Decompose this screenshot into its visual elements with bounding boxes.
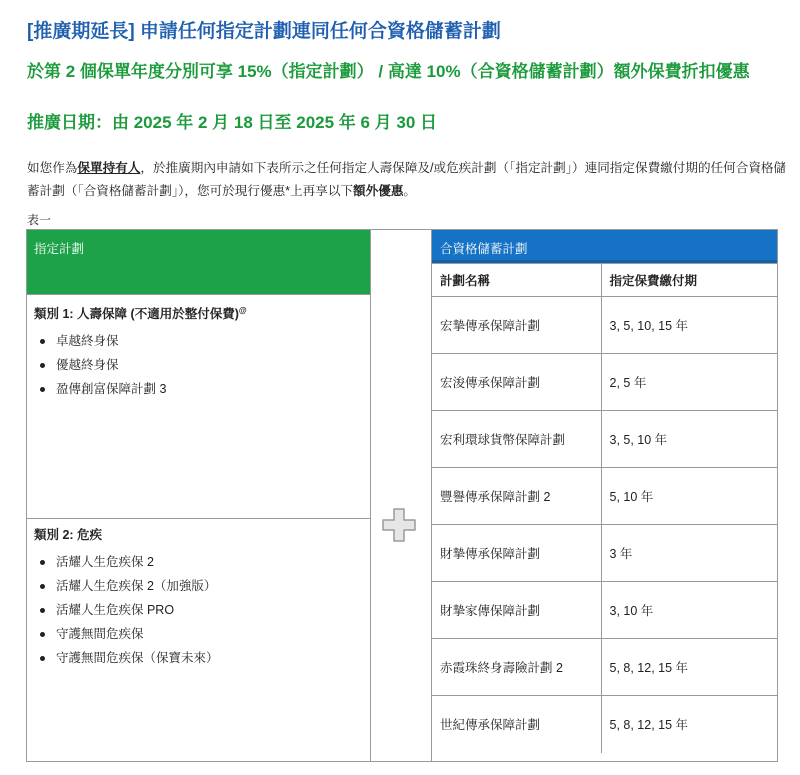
policy-holder-term: 保單持有人 [77, 161, 141, 175]
qualified-savings-header: 合資格儲蓄計劃 [432, 230, 777, 263]
payment-period-cell: 5, 8, 12, 15 年 [601, 696, 777, 753]
column-header-plan-name: 計劃名稱 [432, 264, 601, 297]
intro-text-1: 如您作為 [27, 161, 78, 175]
payment-period-cell: 3 年 [601, 525, 777, 582]
payment-period-cell: 5, 10 年 [601, 468, 777, 525]
payment-period-cell: 5, 8, 12, 15 年 [601, 639, 777, 696]
table-row [432, 354, 777, 411]
list-item: 守護無間危疾保（保寶未來） [34, 646, 363, 670]
intro-text-2: ，於推廣期內申請如下表所示之任何指定人壽保障及/或危疾計劃（「指定計劃」）連同指定保費繳付期的任何合資格儲蓄計劃（「合資格儲蓄計劃」），您可於現行優惠*上再享以下 [27, 161, 787, 198]
plan-name-cell: 財摯家傳保障計劃 [432, 582, 601, 639]
plus-column [370, 229, 432, 762]
plan-name-cell: 財摯傳承保障計劃 [432, 525, 601, 582]
table-row [432, 297, 777, 354]
qualified-savings-table [431, 229, 778, 762]
payment-period-cell: 2, 5 年 [601, 354, 777, 411]
plan-name-cell: 世紀傳承保障計劃 [432, 696, 601, 753]
table-label: 表一 [27, 213, 52, 227]
promotion-period: 推廣日期：由 2025 年 2 月 18 日至 2025 年 6 月 30 日 [27, 113, 438, 132]
table-row [432, 696, 777, 753]
list-item: 活耀人生危疾保 2 [34, 550, 363, 574]
plus-icon [381, 507, 417, 543]
page-title: [推廣期延長] 申請任何指定計劃連同任何合資格儲蓄計劃 [27, 21, 501, 42]
table-header-row [432, 264, 777, 297]
designated-plans-table [26, 229, 371, 762]
list-item: 活耀人生危疾保 2（加強版） [34, 574, 363, 598]
list-item: 卓越終身保 [34, 329, 363, 353]
table-row [432, 411, 777, 468]
payment-period-cell: 3, 5, 10, 15 年 [601, 297, 777, 354]
list-item: 守護無間危疾保 [34, 622, 363, 646]
intro-paragraph [27, 157, 787, 203]
plan-name-cell: 宏利環球貨幣保障計劃 [432, 411, 601, 468]
plan-name-cell: 赤霞珠終身壽險計劃 2 [432, 639, 601, 696]
list-item: 盈傳創富保障計劃 3 [34, 377, 363, 401]
list-item: 活耀人生危疾保 PRO [34, 598, 363, 622]
table-row [432, 525, 777, 582]
extra-offer-term: 額外優惠 [353, 184, 404, 198]
table-row [432, 639, 777, 696]
table-row [432, 582, 777, 639]
category-2-list [34, 550, 363, 670]
column-header-payment-period: 指定保費繳付期 [601, 264, 777, 297]
plan-name-cell: 宏摯傳承保障計劃 [432, 297, 601, 354]
category-1-list [34, 329, 363, 401]
plan-name-cell: 宏浚傳承保障計劃 [432, 354, 601, 411]
intro-text-3: 。 [403, 184, 417, 198]
category-2-title: 類別 2: 危疾 [34, 528, 103, 542]
designated-plans-header: 指定計劃 [27, 230, 370, 295]
category-1-title-text: 類別 1: 人壽保障 (不適用於整付保費) [34, 307, 239, 322]
list-item: 優越終身保 [34, 353, 363, 377]
category-1-title [34, 302, 363, 323]
category-2-cell [27, 519, 370, 762]
payment-period-cell: 3, 10 年 [601, 582, 777, 639]
plan-name-cell: 豐譽傳承保障計劃 2 [432, 468, 601, 525]
category-1-cell [27, 295, 370, 519]
payment-period-cell: 3, 5, 10 年 [601, 411, 777, 468]
savings-plan-table [432, 263, 777, 753]
category-1-mark: @ [238, 306, 247, 315]
table-row [432, 468, 777, 525]
offer-subtitle: 於第 2 個保單年度分別可享 15%（指定計劃） / 高達 10%（合資格儲蓄計劃）額外保費折扣優惠 [27, 62, 750, 81]
